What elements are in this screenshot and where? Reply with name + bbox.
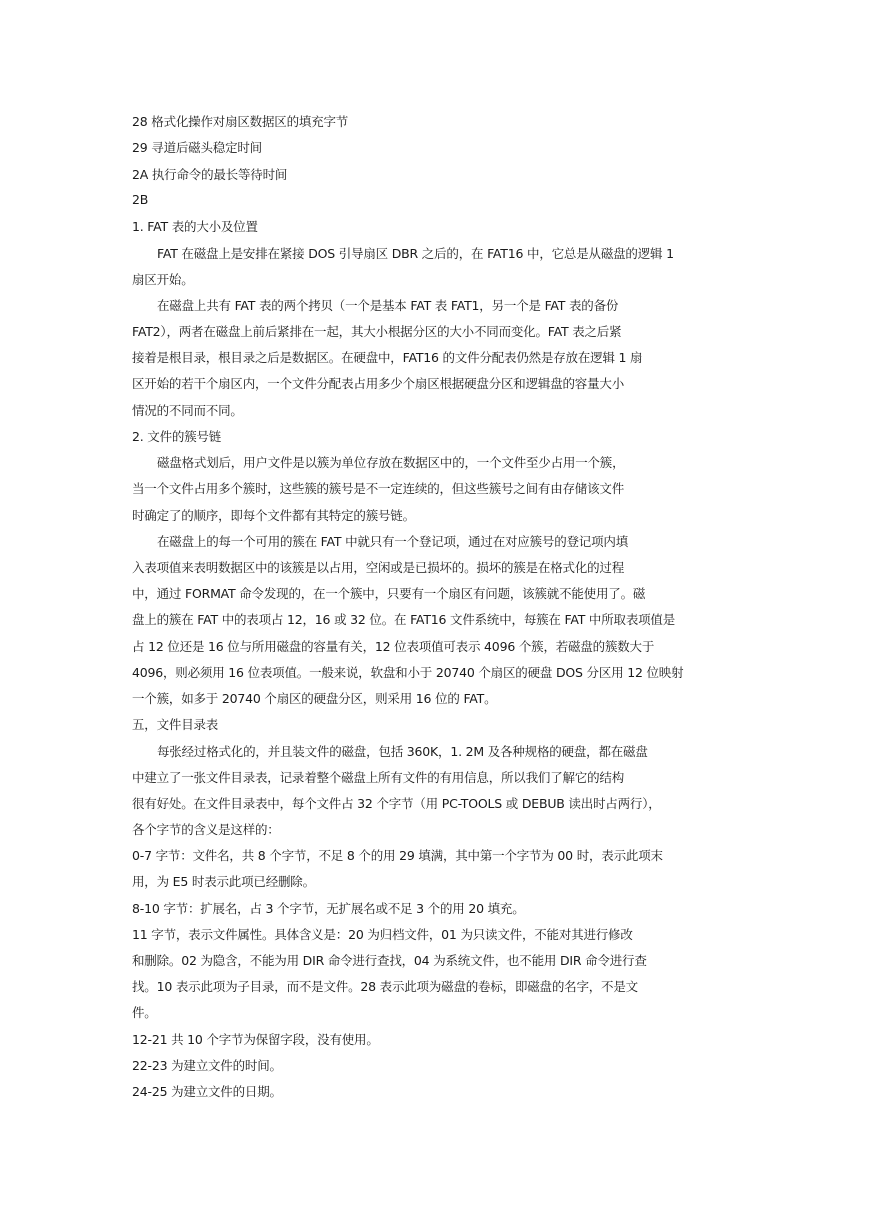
text-line: 区开始的若干个扇区内，一个文件分配表占用多少个扇区根据硬盘分区和逻辑盘的容量大小 (132, 376, 625, 391)
text-line: 入表项值来表明数据区中的该簇是以占用，空闲或是已损坏的。损坏的簇是在格式化的过程 (132, 560, 625, 575)
text-line: 盘上的簇在 FAT 中的表项占 12，16 或 32 位。在 FAT16 文件系统中，每簇在 FAT 中所取表项值是 (132, 612, 676, 627)
text-line: 占 12 位还是 16 位与所用磁盘的容量有关，12 位表项值可表示 4096 个簇，若磁盘的簇数大于 (132, 639, 655, 654)
text-line: 件。 (132, 1005, 157, 1020)
text-line: 情况的不同而不同。 (132, 403, 243, 418)
section-heading: 1. FAT 表的大小及位置 (132, 219, 258, 234)
text-line: 磁盘格式划后，用户文件是以簇为单位存放在数据区中的，一个文件至少占用一个簇， (157, 455, 625, 470)
text-line: 在磁盘上共有 FAT 表的两个拷贝（一个是基本 FAT 表 FAT1，另一个是 FAT 表的备份 (157, 298, 619, 313)
text-line: 28 格式化操作对扇区数据区的填充字节 (132, 114, 349, 129)
text-line: 24-25 为建立文件的日期。 (132, 1084, 282, 1099)
text-line: 当一个文件占用多个簇时，这些簇的簇号是不一定连续的，但这些簇号之间有由存储该文件 (132, 481, 625, 496)
text-line: 12-21 共 10 个字节为保留字段，没有使用。 (132, 1032, 379, 1047)
text-line: 22-23 为建立文件的时间。 (132, 1058, 282, 1073)
text-line: 找。10 表示此项为子目录，而不是文件。28 表示此项为磁盘的卷标，即磁盘的名字，不是文 (132, 979, 638, 994)
text-line: 扇区开始。 (132, 272, 194, 287)
text-line: 8-10 字节：扩展名，占 3 个字节，无扩展名或不足 3 个的用 20 填充。 (132, 901, 525, 916)
text-line: FAT 在磁盘上是安排在紧接 DOS 引导扇区 DBR 之后的，在 FAT16 中，它总是从磁盘的逻辑 1 (157, 246, 674, 261)
text-line: 中建立了一张文件目录表，记录着整个磁盘上所有文件的有用信息，所以我们了解它的结构 (132, 770, 625, 785)
text-line: 在磁盘上的每一个可用的簇在 FAT 中就只有一个登记项，通过在对应簇号的登记项内填 (157, 534, 629, 549)
text-line: 和删除。02 为隐含，不能为用 DIR 命令进行查找，04 为系统文件，也不能用 DIR 命令进行查 (132, 953, 647, 968)
text-line: 一个簇，如多于 20740 个扇区的硬盘分区，则采用 16 位的 FAT。 (132, 691, 497, 706)
text-line: 29 寻道后磁头稳定时间 (132, 140, 262, 155)
text-line: 4096，则必须用 16 位表项值。一般来说，软盘和小于 20740 个扇区的硬盘 DOS 分区用 12 位映射 (132, 665, 684, 680)
text-line: FAT2），两者在磁盘上前后紧排在一起，其大小根据分区的大小不同而变化。FAT 表之后紧 (132, 324, 622, 339)
section-heading: 五，文件目录表 (132, 717, 219, 732)
text-line: 2B (132, 192, 149, 207)
text-line: 时确定了的顺序，即每个文件都有其特定的簇号链。 (132, 508, 415, 523)
text-line: 接着是根目录，根目录之后是数据区。在硬盘中，FAT16 的文件分配表仍然是存放在逻辑 1 扇 (132, 350, 643, 365)
text-line: 中，通过 FORMAT 命令发现的，在一个簇中，只要有一个扇区有问题，该簇就不能使用了。磁 (132, 586, 646, 601)
text-line: 用，为 E5 时表示此项已经删除。 (132, 874, 315, 889)
text-line: 很有好处。在文件目录表中，每个文件占 32 个字节（用 PC-TOOLS 或 DEBUB 读出时占两行）， (132, 796, 661, 811)
section-heading: 2. 文件的簇号链 (132, 429, 222, 444)
text-line: 11 字节，表示文件属性。具体含义是：20 为归档文件，01 为只读文件，不能对其进行修改 (132, 927, 633, 942)
text-line: 每张经过格式化的，并且装文件的磁盘，包括 360K，1. 2M 及各种规格的硬盘，都在磁盘 (157, 744, 648, 759)
text-line: 各个字节的含义是这样的： (132, 822, 280, 837)
text-line: 0-7 字节：文件名，共 8 个字节，不足 8 个的用 29 填满，其中第一个字节为 00 时，表示此项末 (132, 848, 663, 863)
text-line: 2A 执行命令的最长等待时间 (132, 167, 288, 182)
